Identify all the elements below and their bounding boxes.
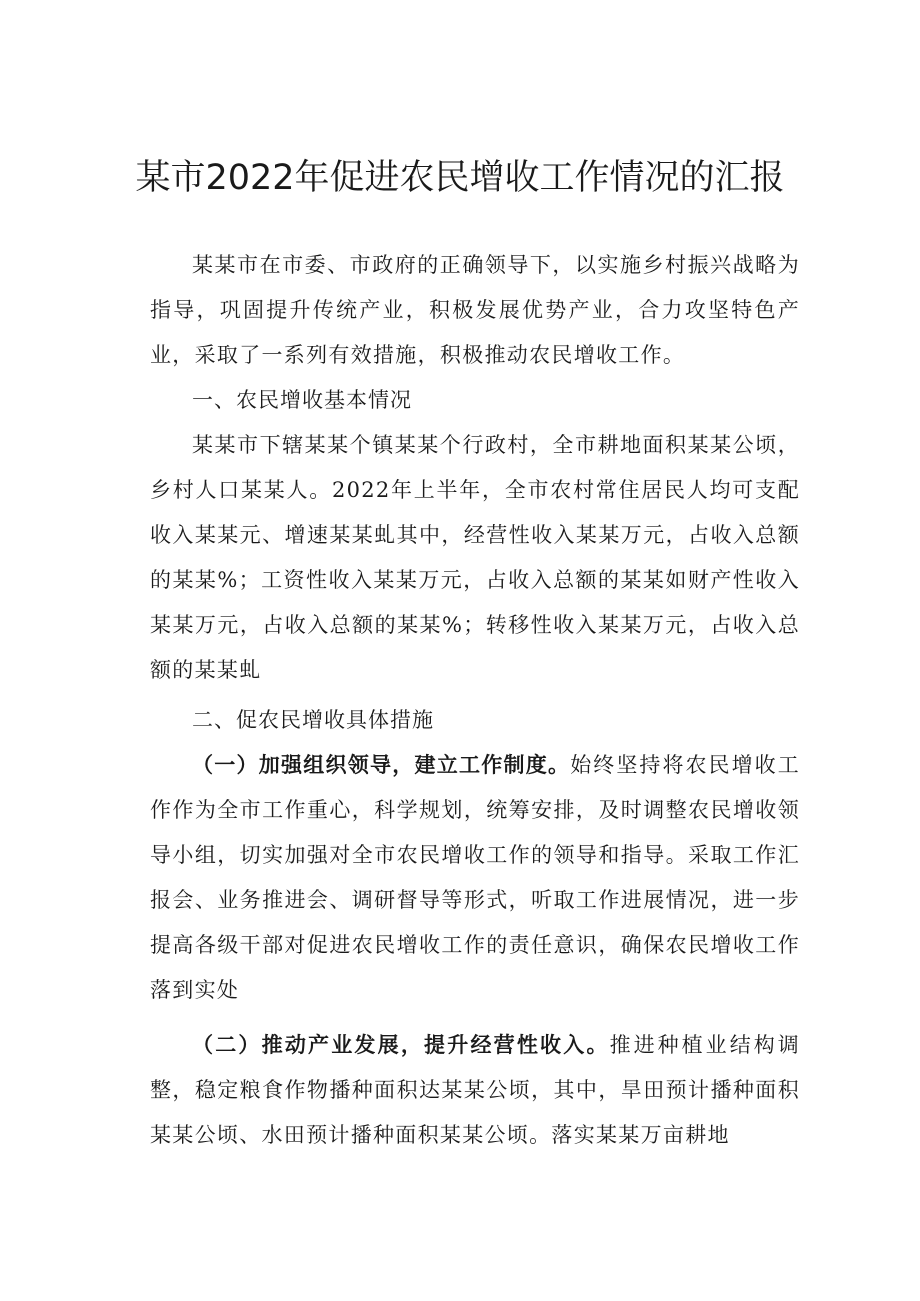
document-title: 某市2022年促进农民增收工作情况的汇报 xyxy=(135,158,785,198)
section-1-heading: 一、农民增收基本情况 xyxy=(192,388,412,412)
intro-paragraph: 某某市在市委、市政府的正确领导下，以实施乡村振兴战略为指导，巩固提升传统产业，积极发展优势产业，合力攻坚特色产业，采取了一系列有效措施，积极推动农民增收工作。 xyxy=(150,253,800,367)
measure-1-lead: （一）加强组织领导，建立工作制度。 xyxy=(192,753,571,777)
measure-2-body: 推进种植业结构调整，稳定粮食作物播种面积达某某公顷，其中，旱田预计播种面积某某公顷、水田预计播种面积某某公顷。落实某某万亩耕地 xyxy=(150,1033,800,1147)
measure-1-paragraph xyxy=(150,743,800,1013)
section-1-paragraph: 某某市下辖某某个镇某某个行政村，全市耕地面积某某公顷，乡村人口某某人。2022年上半年，全市农村常住居民人均可支配收入某某元、增速某某虬其中，经营性收入某某万元，占收入总额的某某%；工资性收入某某万元，占收入总额的某某如财产性收入某某万元，占收入总额的某某%；转移性收入某某万元，占收入总额的某某虬 xyxy=(150,433,800,682)
document-body xyxy=(150,243,800,1158)
measure-2-paragraph xyxy=(150,1023,800,1158)
measure-2-lead: （二）推动产业发展，提升经营性收入。 xyxy=(192,1033,610,1057)
measure-1-body: 始终坚持将农民增收工作作为全市工作重心，科学规划，统筹安排，及时调整农民增收领导小组，切实加强对全市农民增收工作的领导和指导。采取工作汇报会、业务推进会、调研督导等形式，听取工作进展情况，进一步提高各级干部对促进农民增收工作的责任意识，确保农民增收工作落到实处 xyxy=(150,753,800,1002)
section-2-heading: 二、促农民增收具体措施 xyxy=(192,708,434,732)
